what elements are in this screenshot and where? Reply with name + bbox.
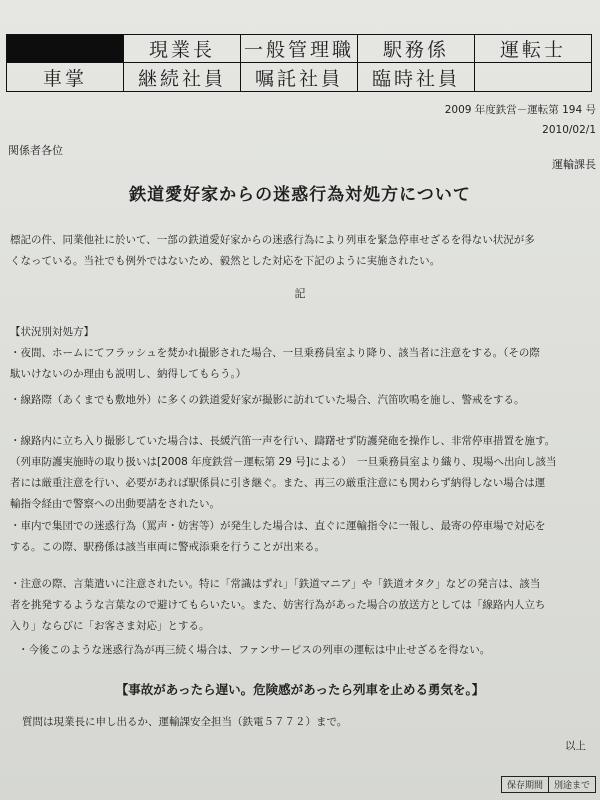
list-item-line: ・夜間、ホームにてフラッシュを焚かれ撮影された場合、一旦乗務員室より降り、該当者に注意をする。（その際 [10, 347, 540, 359]
list-item-line: 入り」ならびに「お客さま対応」とする。 [10, 620, 210, 632]
list-item-line: 輸指令経由で警察への出動要請をされたい。 [10, 498, 220, 510]
contact-line: 質問は現業長に申し出るか、運輸課安全担当（鉄電５７７２）まで。 [22, 716, 348, 728]
list-item-line: （列車防護実施時の取り扱いは[2008 年度鉄営－運転第 29 号]による） 一旦乗務員室より織り、現場へ出向し該当 [10, 456, 557, 468]
distribution-cell: 臨時社員 [358, 63, 475, 92]
list-item [10, 390, 600, 411]
list-item [18, 640, 600, 661]
motto: 【事故があったら遅い。危険感があったら列車を止める勇気を。】 [115, 682, 485, 697]
list-item-line: ・今後このような迷惑行為が再三続く場合は、ファンサービスの列車の運転は中止せざるを得ない。 [18, 644, 491, 656]
list-item-line: ・車内で集団での迷惑行為（罵声・妨害等）が発生した場合は、直ぐに運輸指令に一報し、最寄の停車場で対応を [10, 520, 546, 532]
list-item-line: 者には厳重注意を行い、必要があれば駅係員に引き継ぐ。また、再三の厳重注意にも関わらず納得しない場合は運 [10, 477, 546, 489]
reference-block [445, 100, 596, 140]
closing-ijou: 以上 [565, 740, 586, 752]
intro-paragraph [10, 230, 600, 272]
distribution-cell: 運転士 [475, 35, 592, 63]
intro-line: くなっている。当社でも例外ではないため、毅然とした対応を下記のように実施されたい。 [10, 255, 441, 267]
intro-line: 標記の件、同業他社に於いて、一部の鉄道愛好家からの迷惑行為により列車を緊急停車せざるを得ない状況が多 [10, 234, 535, 246]
document-title: 鉄道愛好家からの迷惑行為対処方について [129, 185, 471, 205]
distribution-cell: 継続社員 [124, 63, 241, 92]
distribution-cell: 現業長 [124, 35, 241, 63]
list-item [10, 516, 600, 558]
list-item-line: ・注意の際、言葉遣いに注意されたい。特に「常識はずれ」「鉄道マニア」や「鉄道オタク」などの発言は、該当 [10, 578, 541, 590]
sender: 運輸課長 [552, 158, 596, 171]
distribution-row [7, 63, 592, 92]
retention-stamp [501, 776, 596, 793]
list-item-line: ・線路内に立ち入り撮影していた場合は、長緩汽笛一声を行い、躊躇せず防護発砲を操作し、非常停車措置を施す。 [10, 435, 556, 447]
distribution-cell-empty [475, 63, 592, 92]
addressee: 関係者各位 [8, 144, 63, 157]
list-item [10, 431, 600, 515]
distribution-cell: 一般管理職 [241, 35, 358, 63]
distribution-row [7, 35, 592, 63]
stamp-cell: 別途まで [548, 777, 595, 792]
section-heading: 【状況別対処方】 [10, 326, 94, 338]
ki-mark: 記 [294, 287, 306, 300]
document-date: 2010/02/1 [542, 124, 596, 136]
list-item-line: ・線路際（あくまでも敷地外）に多くの鉄道愛好家が撮影に訪れていた場合、汽笛吹鳴を施し、警戒をする。 [10, 394, 525, 406]
document-number: 2009 年度鉄営－運転第 194 号 [444, 104, 596, 116]
distribution-cell: 嘱託社員 [241, 63, 358, 92]
distribution-cell: 駅務係 [358, 35, 475, 63]
distribution-table [6, 34, 592, 92]
list-item-line: 駄いけないのか理由も説明し、納得してもらう。） [10, 368, 247, 380]
distribution-cell: 車掌 [7, 63, 124, 92]
distribution-cell-blackout [7, 35, 124, 63]
list-item [10, 574, 600, 637]
list-item [10, 343, 600, 385]
stamp-cell: 保存期間 [506, 781, 543, 791]
list-item-line: する。この際、駅務係は該当車両に警戒添乗を行うことが出来る。 [10, 541, 325, 553]
list-item-line: 者を挑発するような言葉なので避けてもらいたい。また、妨害行為があった場合の放送方としては「線路内人立ち [10, 599, 546, 611]
